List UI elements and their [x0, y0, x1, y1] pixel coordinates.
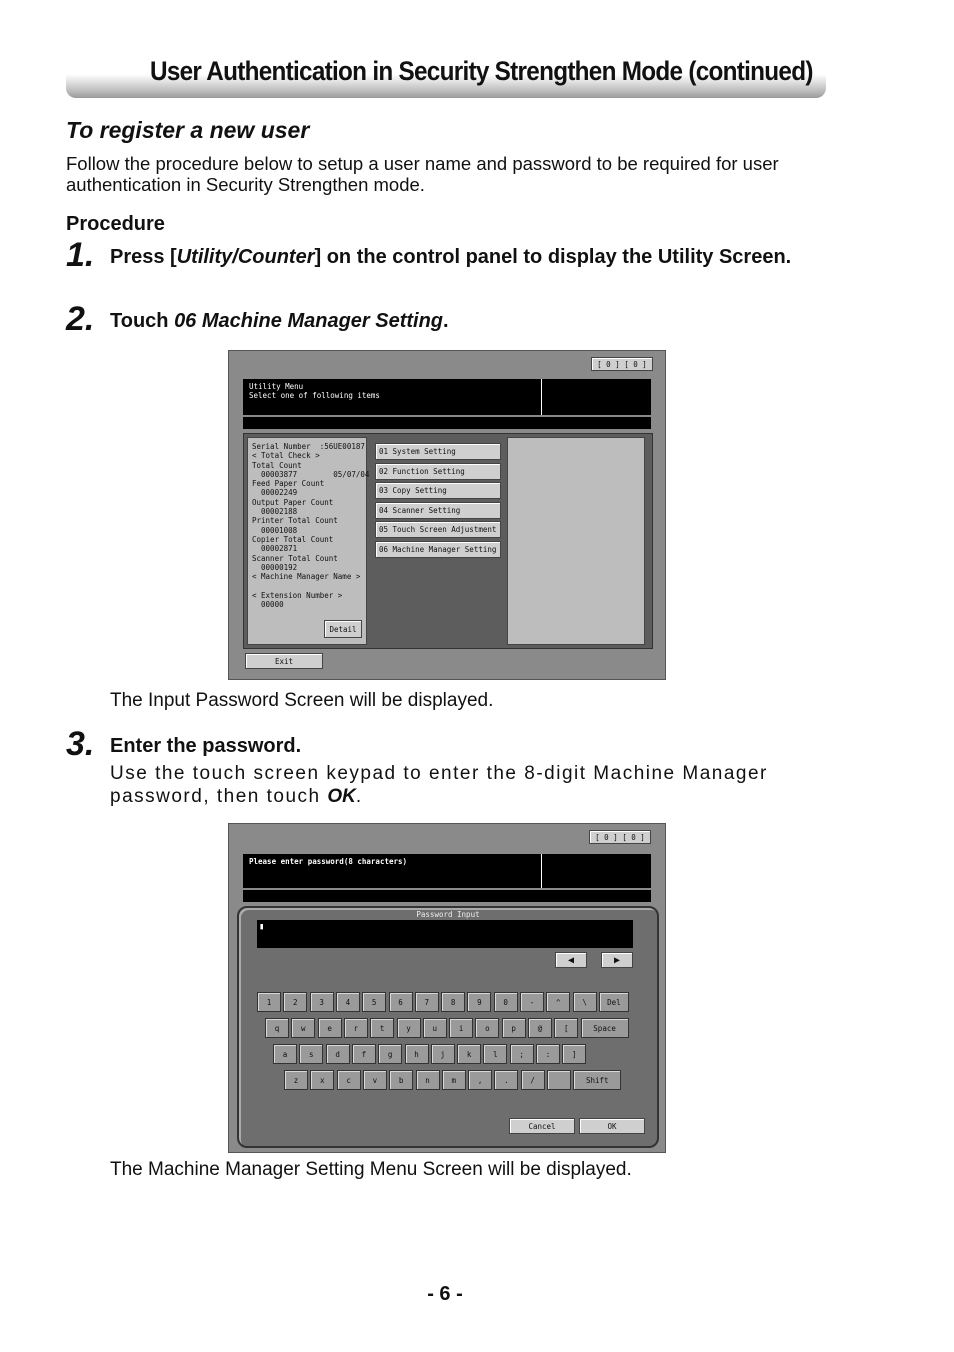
shift-key[interactable]: Shift	[573, 1070, 621, 1090]
key-row3-0[interactable]: a	[273, 1044, 297, 1064]
key-row1-10[interactable]: -	[520, 992, 544, 1012]
machine-info-line: Scanner Total Count	[252, 553, 338, 563]
key-row1-4[interactable]: 5	[362, 992, 386, 1012]
key-row4-7[interactable]: ,	[468, 1070, 492, 1090]
password-header-text: Please enter password(8 characters)	[249, 857, 408, 866]
machine-info-line: < Machine Manager Name >	[252, 572, 361, 582]
delete-key[interactable]: Del	[599, 992, 629, 1012]
step-3-number: 3.	[66, 725, 95, 763]
machine-info-line	[252, 581, 369, 590]
password-message-bar	[243, 890, 651, 902]
key-row2-5[interactable]: y	[397, 1018, 421, 1038]
key-row2-0[interactable]: q	[265, 1018, 289, 1038]
machine-info-list	[252, 442, 369, 609]
key-row4-5[interactable]: n	[416, 1070, 440, 1090]
intro-paragraph: Follow the procedure below to setup a user name and password to be required for user authentication in Security Strengthen mode.	[66, 153, 779, 195]
counter-corner-button-2[interactable]: [ 0 ] [ 0 ]	[589, 830, 651, 844]
detail-button[interactable]: Detail	[324, 620, 362, 638]
machine-info-line: Copier Total Count	[252, 534, 334, 544]
header-divider	[541, 379, 542, 415]
key-row2-1[interactable]: w	[291, 1018, 315, 1038]
machine-info-line: 00002871	[252, 544, 298, 554]
key-row1-12[interactable]: \	[573, 992, 597, 1012]
machine-info-line: Feed Paper Count	[252, 479, 325, 489]
key-row1-0[interactable]: 1	[257, 992, 281, 1012]
key-row4-9[interactable]: /	[521, 1070, 545, 1090]
menu-item-6[interactable]: 06 Machine Manager Setting	[375, 541, 501, 558]
page-title: User Authentication in Security Strengthen Mode (continued)	[150, 56, 813, 86]
key-row2-4[interactable]: t	[370, 1018, 394, 1038]
key-row2-11[interactable]: [	[554, 1018, 578, 1038]
key-row1-2[interactable]: 3	[310, 992, 334, 1012]
key-row2-10[interactable]: @	[528, 1018, 552, 1038]
key-row1-8[interactable]: 9	[467, 992, 491, 1012]
step-2-result: The Input Password Screen will be displayed.	[110, 690, 494, 711]
machine-info-line: 00000	[252, 600, 284, 610]
key-row1-5[interactable]: 6	[389, 992, 413, 1012]
key-row1-7[interactable]: 8	[441, 992, 465, 1012]
key-row2-9[interactable]: p	[502, 1018, 526, 1038]
step-3-description: Use the touch screen keypad to enter the 8-digit Machine Manager password, then touch OK.	[110, 763, 768, 807]
procedure-label: Procedure	[66, 213, 165, 235]
key-row1-6[interactable]: 7	[415, 992, 439, 1012]
menu-item-5[interactable]: 05 Touch Screen Adjustment	[375, 521, 501, 538]
key-row3-3[interactable]: f	[352, 1044, 376, 1064]
step-3-title: Enter the password.	[110, 735, 302, 757]
key-row4-0[interactable]: z	[284, 1070, 308, 1090]
machine-info-line: Output Paper Count	[252, 497, 334, 507]
key-row3-6[interactable]: j	[431, 1044, 455, 1064]
dialog-title: Password Input	[416, 910, 480, 919]
key-row2-8[interactable]: o	[475, 1018, 499, 1038]
key-row4-1[interactable]: x	[310, 1070, 334, 1090]
key-row3-7[interactable]: k	[457, 1044, 481, 1064]
machine-info-line: Printer Total Count	[252, 516, 338, 526]
cancel-button[interactable]: Cancel	[509, 1118, 575, 1134]
password-cursor: ▮	[259, 922, 265, 932]
machine-info-panel	[247, 437, 370, 645]
password-header-panel	[243, 854, 651, 888]
section-heading: To register a new user	[66, 117, 310, 143]
key-row3-2[interactable]: d	[326, 1044, 350, 1064]
key-row4-8[interactable]: .	[494, 1070, 518, 1090]
machine-info-line: < Extension Number >	[252, 590, 343, 600]
machine-info-line: 00003877 05/07/04	[252, 469, 370, 479]
header-divider-2	[541, 854, 542, 888]
machine-info-line: Serial Number :56UE00187	[252, 442, 365, 451]
ok-button[interactable]: OK	[579, 1118, 645, 1134]
utility-header-panel	[243, 379, 651, 415]
left-arrow-icon: ◀	[567, 954, 575, 966]
key-row1-1[interactable]: 2	[283, 992, 307, 1012]
key-row3-9[interactable]: ;	[510, 1044, 534, 1064]
menu-item-3[interactable]: 03 Copy Setting	[375, 482, 501, 499]
machine-info-line: 00000192	[252, 562, 298, 572]
key-row4-3[interactable]: v	[363, 1070, 387, 1090]
key-row1-11[interactable]: ^	[546, 992, 570, 1012]
right-arrow-icon: ▶	[613, 954, 621, 966]
key-row3-10[interactable]: :	[536, 1044, 560, 1064]
key-row4-10[interactable]	[547, 1070, 571, 1090]
machine-info-line: Total Count	[252, 460, 302, 470]
exit-button[interactable]: Exit	[245, 653, 323, 669]
utility-menu-screenshot	[228, 350, 666, 680]
page-number: - 6 -	[427, 1283, 463, 1305]
step-3-result: The Machine Manager Setting Menu Screen will be displayed.	[110, 1159, 632, 1180]
key-row2-2[interactable]: e	[318, 1018, 342, 1038]
key-row4-2[interactable]: c	[337, 1070, 361, 1090]
machine-info-line: 00002249	[252, 488, 298, 498]
key-row2-6[interactable]: u	[423, 1018, 447, 1038]
key-row2-7[interactable]: i	[449, 1018, 473, 1038]
utility-header-subtitle: Select one of following items	[249, 391, 380, 400]
space-key[interactable]: Space	[581, 1018, 629, 1038]
key-row3-8[interactable]: l	[483, 1044, 507, 1064]
onscreen-keyboard	[239, 908, 657, 1146]
key-row3-5[interactable]: h	[405, 1044, 429, 1064]
machine-info-line: 00002188	[252, 507, 298, 517]
machine-info-line: < Total Check >	[252, 451, 320, 461]
key-row3-1[interactable]: s	[299, 1044, 323, 1064]
menu-item-1[interactable]: 01 System Setting	[375, 443, 501, 460]
menu-item-4[interactable]: 04 Scanner Setting	[375, 502, 501, 519]
key-row3-4[interactable]: g	[378, 1044, 402, 1064]
key-row1-3[interactable]: 4	[336, 992, 360, 1012]
machine-info-line: 00001008	[252, 525, 298, 535]
step-2-text: Touch 06 Machine Manager Setting.	[110, 310, 449, 332]
utility-message-bar	[243, 417, 651, 429]
utility-menu-list	[375, 443, 501, 561]
key-row3-11[interactable]: ]	[562, 1044, 586, 1064]
password-input-screenshot	[228, 823, 666, 1153]
key-row2-3[interactable]: r	[344, 1018, 368, 1038]
password-input-dialog	[237, 906, 659, 1148]
utility-header-title: Utility Menu	[249, 382, 304, 391]
key-row4-6[interactable]: m	[442, 1070, 466, 1090]
step-1-text: Press [Utility/Counter] on the control panel to display the Utility Screen.	[110, 246, 792, 268]
menu-item-2[interactable]: 02 Function Setting	[375, 463, 501, 480]
key-row1-9[interactable]: 0	[494, 992, 518, 1012]
counter-corner-button[interactable]: [ 0 ] [ 0 ]	[591, 357, 653, 371]
key-row4-4[interactable]: b	[389, 1070, 413, 1090]
step-2-number: 2.	[66, 300, 95, 338]
utility-blank-panel	[507, 437, 645, 645]
step-1-number: 1.	[66, 236, 95, 274]
